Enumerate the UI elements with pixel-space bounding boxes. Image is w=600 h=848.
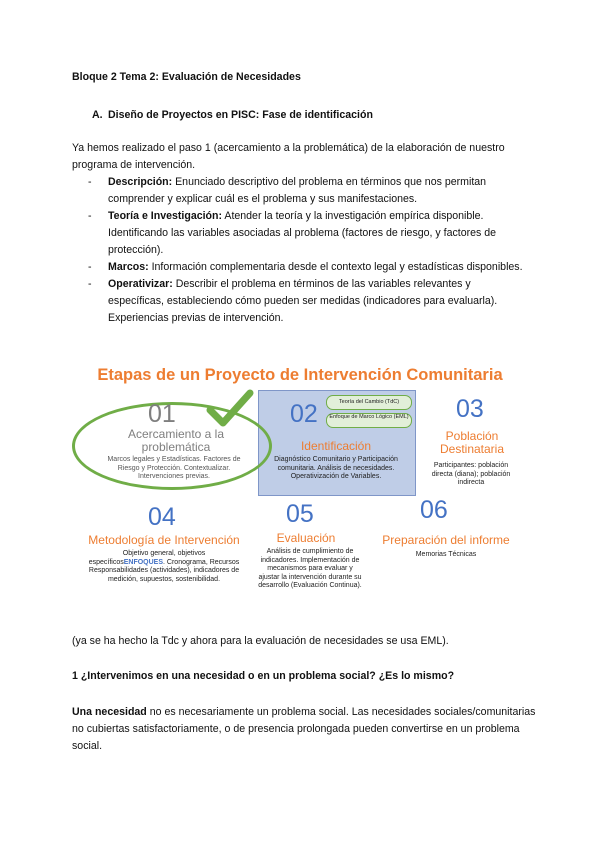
stage-02-name: Identificación — [300, 439, 372, 453]
stage-06-name: Preparación del informe — [382, 533, 510, 547]
stage-03-desc: Participantes: población directa (diana); población indirecta — [431, 462, 511, 486]
stage-05-desc: Análisis de cumplimiento de indicadores. Implementación de mecanismos para evaluar y ajustar la intervención durante su desarrollo (Evaluación Continua). — [258, 548, 362, 589]
bullet-term: Teoría e Investigación: — [108, 210, 223, 222]
stage-06-desc: Memorias Técnicas — [415, 551, 477, 558]
paragraph — [72, 704, 542, 755]
stage-04-highlight: ENFOQUES — [123, 558, 164, 566]
bullet-text: Describir el problema en términos de las variables relevantes y específicas, estableciendo cómo pueden ser medidas (indicadores para evaluarla). Experiencias previas de intervención. — [108, 278, 498, 324]
list-item: - Marcos: Información complementaria desde el contexto legal y estadísticas disponibles. — [88, 261, 523, 273]
paragraph-rest: no es necesariamente un problema social. Las necesidades sociales/comunitarias no cubiertas satisfactoriamente, o de presencia prolongada pueden convertirse en un problema social. — [72, 706, 536, 752]
stage-03-number: 03 — [456, 395, 484, 423]
diagram-title: Etapas de un Proyecto de Intervención Comunitaria — [97, 366, 503, 384]
checkmark-icon — [206, 388, 254, 428]
paragraph-bold: Una necesidad — [72, 706, 147, 718]
document-heading: Bloque 2 Tema 2: Evaluación de Necesidades — [72, 71, 301, 83]
bullet-term: Descripción: — [108, 176, 173, 188]
section-title-text: Diseño de Proyectos en PISC: Fase de identificación — [108, 109, 373, 121]
stages-diagram — [80, 366, 520, 616]
pill-eml: Enfoque de Marco Lógico (EML) — [326, 413, 412, 428]
bullet-list — [88, 174, 528, 327]
stage-05-name: Evaluación — [276, 531, 336, 545]
stage-04-number: 04 — [148, 503, 176, 531]
list-item: - Teoría e Investigación: Atender la teoría y la investigación empírica disponible. Identificando las variables asociadas al problema (factores de riesgo, y factores de protección). — [88, 210, 497, 256]
stage-03-name: Población Destinataria — [439, 429, 505, 456]
stage-06-number: 06 — [420, 496, 448, 524]
section-letter: A. — [92, 109, 103, 121]
stage-01-number: 01 — [148, 400, 176, 428]
pill-tdc: Teoría del Cambio (TdC) — [326, 395, 412, 410]
stage-04-desc: Objetivo general, objetivos específicosENFOQUES. Cronograma, Recursos Responsabilidades (actividades), indicadores de medición, supuestos, sostenibilidad. — [88, 550, 240, 583]
intro-paragraph: Ya hemos realizado el paso 1 (acercamiento a la problemática) de la elaboración de nuestro programa de intervención. — [72, 142, 505, 171]
bullet-term: Marcos: — [108, 261, 149, 273]
section-title — [92, 107, 373, 124]
stage-05-number: 05 — [286, 500, 314, 528]
list-item: - Operativizar: Describir el problema en términos de las variables relevantes y específicas, estableciendo cómo pueden ser medidas (indicadores para evaluarla). Experiencias previas de intervención. — [88, 278, 498, 324]
stage-04-name: Metodología de Intervención — [88, 533, 240, 547]
stage-01-desc: Marcos legales y Estadísticas. Factores de Riesgo y Protección. Contextualizar. Intervenciones previas. — [107, 456, 241, 480]
bullet-text: Información complementaria desde el contexto legal y estadísticas disponibles. — [148, 261, 523, 273]
stage-02-desc: Diagnóstico Comunitario y Participación comunitaria. Análisis de necesidades. Operativización de Variables. — [274, 456, 398, 480]
bullet-text: Enunciado descriptivo del problema en términos que nos permitan comprender y explicar cuál es el problema y sus manifestaciones. — [108, 176, 487, 205]
stage-01-name: Acercamiento a la problemática — [127, 427, 225, 454]
bullet-term: Operativizar: — [108, 278, 173, 290]
question-heading: 1 ¿Intervenimos en una necesidad o en un problema social? ¿Es lo mismo? — [72, 670, 455, 682]
stage-02-number: 02 — [290, 400, 318, 428]
after-figure-note: (ya se ha hecho la Tdc y ahora para la evaluación de necesidades se usa EML). — [72, 635, 449, 647]
list-item: - Descripción: Enunciado descriptivo del problema en términos que nos permitan comprender y explicar cuál es el problema y sus manifestaciones. — [88, 176, 487, 205]
bullet-text: Atender la teoría y la investigación empírica disponible. Identificando las variables asociadas al problema (factores de riesgo, y factores de protección). — [108, 210, 497, 256]
